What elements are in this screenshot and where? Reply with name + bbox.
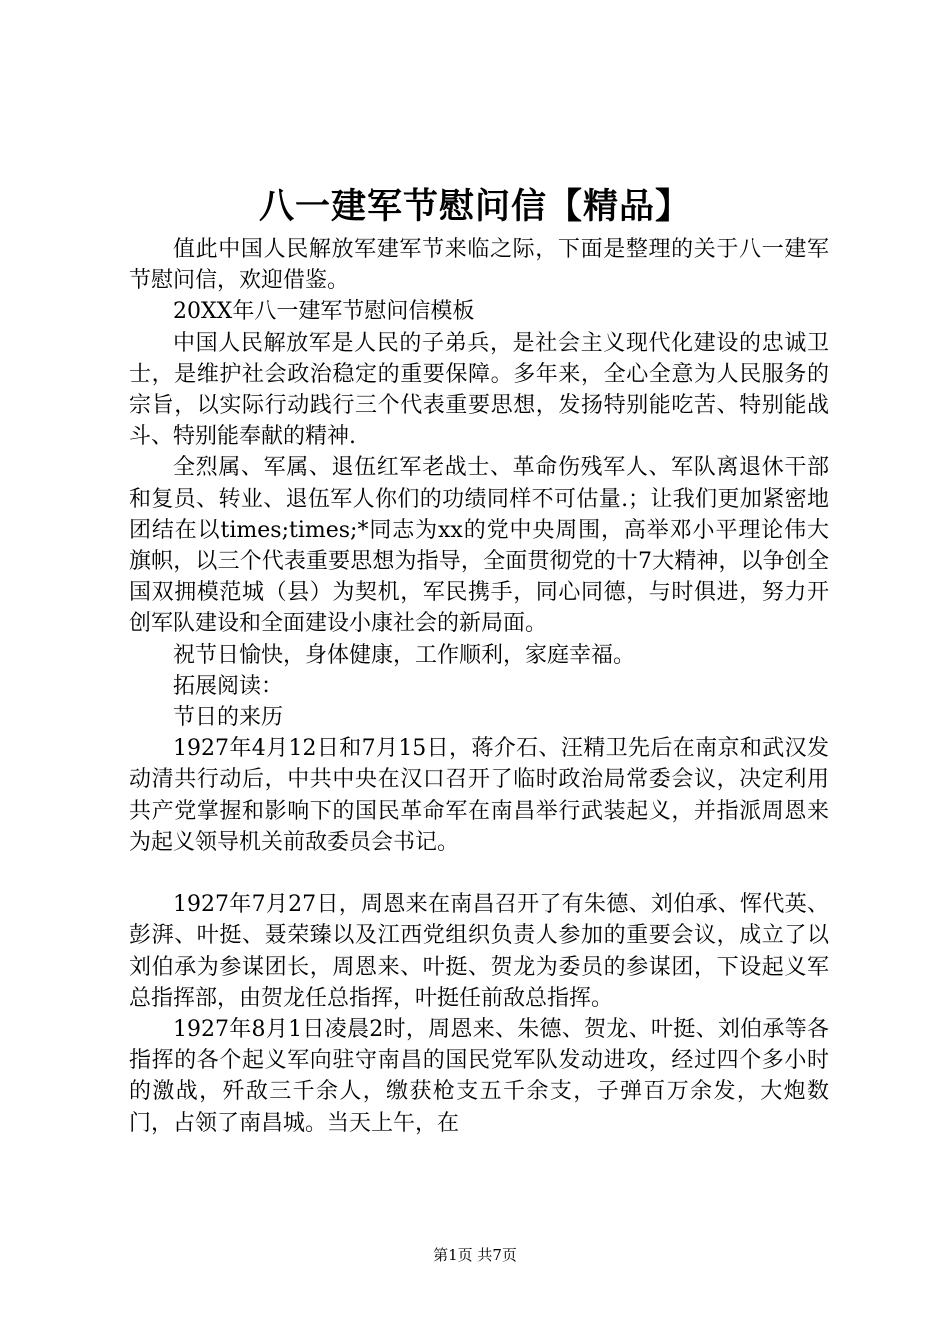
- letter-paragraph-1: 中国人民解放军是人民的子弟兵，是社会主义现代化建设的忠诚卫士，是维护社会政治稳定的重要保障。多年来，全心全意为人民服务的宗旨，以实际行动践行三个代表重要思想，发扬特别能吃苦、特别能战斗、特别能奉献的精神.: [129, 330, 829, 450]
- history-paragraph-3: 1927年8月1日凌晨2时，周恩来、朱德、贺龙、叶挺、刘伯承等各指挥的各个起义军向驻守南昌的国民党军队发动进攻，经过四个多小时的激战，歼敌三千余人，缴获枪支五千余支，子弹百万余发，大炮数门，占领了南昌城。当天上午，在: [129, 1017, 829, 1136]
- document-body: [129, 234, 829, 1139]
- paragraph-spacer: [129, 858, 829, 889]
- history-paragraph-2: 1927年7月27日，周恩来在南昌召开了有朱德、刘伯承、恽代英、彭湃、叶挺、聂荣臻以及江西党组织负责人参加的重要会议，成立了以刘伯承为参谋团长，周恩来、叶挺、贺龙为委员的参谋团，下设起义军总指挥部，由贺龙任总指挥，叶挺任前敌总指挥。: [129, 892, 829, 1011]
- section-heading-origin: 节日的来历: [173, 705, 284, 731]
- page-footer: 第1页 共7页: [433, 1246, 517, 1264]
- letter-paragraph-2: 全烈属、军属、退伍红军老战士、革命伤残军人、军队离退休干部和复员、转业、退伍军人你们的功绩同样不可估量.；让我们更加紧密地团结在以times;times;*同志为xx的党中央周围，高举邓小平理论伟大旗帜，以三个代表重要思想为指导，全面贯彻党的十7大精神，以争创全国双拥模范城（县）为契机，军民携手，同心同德，与时俱进，努力开创军队建设和全面建设小康社会的新局面。: [129, 455, 829, 637]
- document-title: 八一建军节慰问信【精品】: [258, 186, 691, 227]
- greeting-paragraph: 祝节日愉快，身体健康，工作顺利，家庭幸福。: [173, 642, 636, 668]
- history-paragraph-1: 1927年4月12日和7月15日，蒋介石、汪精卫先后在南京和武汉发动清共行动后，中共中央在汉口召开了临时政治局常委会议，决定利用共产党掌握和影响下的国民革命军在南昌举行武装起义，并指派周恩来为起义领导机关前敌委员会书记。: [129, 736, 829, 855]
- intro-paragraph: 值此中国人民解放军建军节来临之际，下面是整理的关于八一建军节慰问信，欢迎借鉴。: [129, 237, 829, 294]
- section-heading-template: 20XX年八一建军节慰问信模板: [173, 299, 475, 325]
- extended-reading-label: 拓展阅读：: [173, 673, 284, 699]
